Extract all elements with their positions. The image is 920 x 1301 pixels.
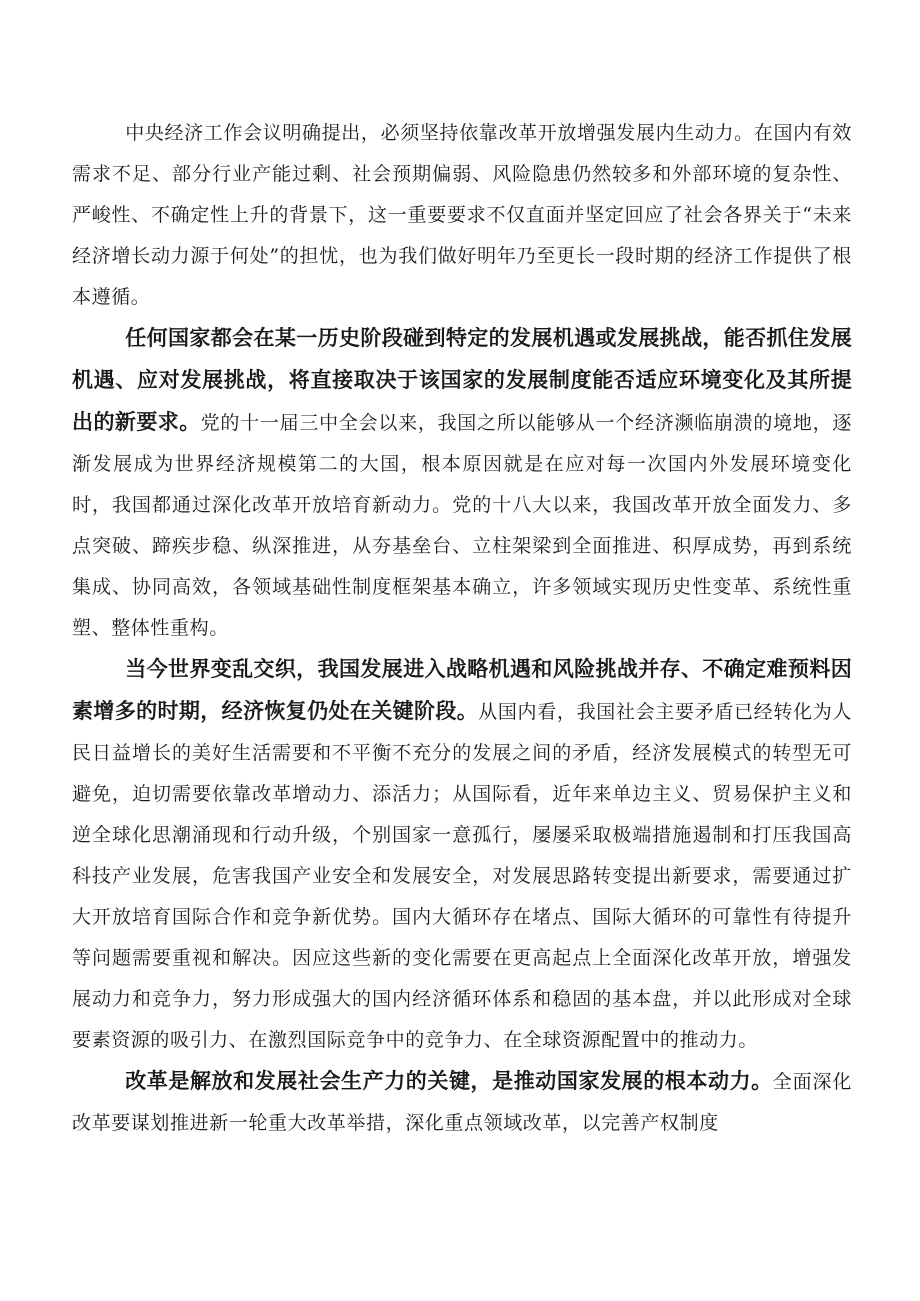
paragraph-2-lead: 任何国家都会在某一历史阶段碰到特定的发展机遇或发展挑战，能否抓住发展机遇、应对发展挑战，将直接取决于该国家的发展制度能否适应环境变化及其所提出的新要求。 (72, 326, 852, 434)
paragraph-4-body: 全面深化改革要谋划推进新一轮重大改革举措，深化重点领域改革，以完善产权制度 (72, 1071, 853, 1134)
paragraph-2-body: 党的十一届三中全会以来，我国之所以能够从一个经济濒临崩溃的境地，逐渐发展成为世界经济规模第二的大国，根本原因就是在应对每一次国内外发展环境变化时，我国都通过深化改革开放培育新动力。党的十八大以来，我国改革开放全面发力、多点突破、蹄疾步稳、纵深推进，从夯基垒台、立柱架梁到全面推进、积厚成势，再到系统集成、协同高效，各领域基础性制度框架基本确立，许多领域实现历史性变革、系统性重塑、整体性重构。 (72, 412, 852, 639)
paragraph-4-lead: 改革是解放和发展社会生产力的关键，是推动国家发展的根本动力。 (125, 1069, 773, 1093)
paragraph-3 (72, 649, 852, 1061)
paragraph-1-body: 中央经济工作会议明确提出，必须坚持依靠改革开放增强发展内生动力。在国内有效需求不足、部分行业产能过剩、社会预期偏弱、风险隐患仍然较多和外部环境的复杂性、严峻性、不确定性上升的背景下，这一重要要求不仅直面并坚定回应了社会各界关于“未来经济增长动力源于何处”的担忧，也为我们做好明年乃至更长一段时期的经济工作提供了根本遵循。 (72, 122, 852, 308)
paragraph-3-lead: 当今世界变乱交织，我国发展进入战略机遇和风险挑战并存、不确定难预料因素增多的时期，经济恢复仍处在关键阶段。 (72, 657, 852, 723)
paragraph-3-body: 从国内看，我国社会主要矛盾已经转化为人民日益增长的美好生活需要和不平衡不充分的发展之间的矛盾，经济发展模式的转型无可避免，迫切需要依靠改革增动力、添活力；从国际看，近年来单边主义、贸易保护主义和逆全球化思潮涌现和行动升级，个别国家一意孤行，屡屡采取极端措施遏制和打压我国高科技产业发展，危害我国产业安全和发展安全，对发展思路转变提出新要求，需要通过扩大开放培育国际合作和竞争新优势。国内大循环存在堵点、国际大循环的可靠性有待提升等问题需要重视和解决。因应这些新的变化需要在更高起点上全面深化改革开放，增强发展动力和竞争力，努力形成强大的国内经济循环体系和稳固的基本盘，并以此形成对全球要素资源的吸引力、在激烈国际竞争中的竞争力、在全球资源配置中的推动力。 (72, 701, 852, 1051)
document-page (72, 112, 852, 1144)
paragraph-1 (72, 112, 852, 318)
paragraph-4 (72, 1061, 852, 1144)
paragraph-2 (72, 318, 852, 649)
